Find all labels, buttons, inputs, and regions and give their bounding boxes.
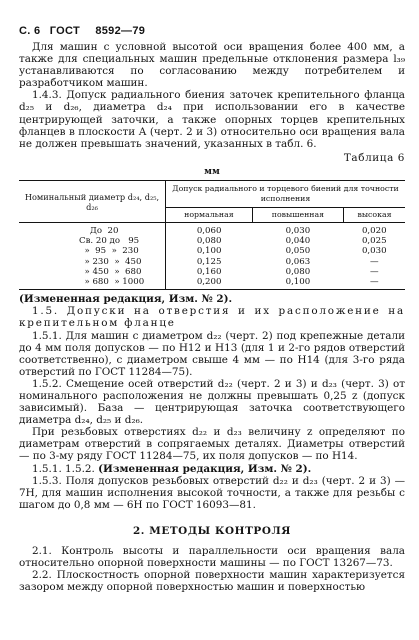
table-cell: 0,040 <box>285 236 311 247</box>
table-row <box>19 236 405 246</box>
table-row <box>19 277 405 290</box>
page-number: С. 6 <box>19 25 41 37</box>
paragraph-1-5-2: 1.5.2. Смещение осей отверстий d₂₂ (черт. 2 и 3) и d₂₃ (черт. 3) от номинального расположения не должны превышать 0,25 z (допуск зависимый). База — центрирующая заточка соответствующего диаметра d₂₄, d₂₅ и d₂₆. <box>19 377 405 427</box>
page-header <box>19 25 151 37</box>
paragraph-1-5: 1.5. Допуски на отверстия и их расположение на крепительном фланце <box>19 305 405 330</box>
paragraph-amendment-2 <box>19 463 405 475</box>
table-cell: 0,160 <box>196 266 222 277</box>
table-header-normal: нормальная <box>166 208 253 223</box>
table-cell: 0,050 <box>285 246 311 257</box>
paragraph-1-5-3: 1.5.3. Поля допусков резьбовых отверстий d₂₂ и d₂₃ (черт. 2 и 3) — 7Н, для машин исполнения высокой точности, а также для резьбы с шагом до 0,8 мм — 6Н по ГОСТ 16093—81. <box>19 474 405 511</box>
amendment-note-2: (Измененная редакция, Изм. № 2). <box>98 462 312 475</box>
table-header-increased: повышенная <box>252 208 343 223</box>
section-heading: 2. МЕТОДЫ КОНТРОЛЯ <box>132 524 292 537</box>
paragraph-2-2: 2.2. Плоскостность опорной поверхности машин характеризуется зазором между опорной поверхностью машин и поверхностью <box>19 569 405 594</box>
standard-number: 8592—79 <box>95 25 146 37</box>
table-row <box>19 246 405 256</box>
paragraph-intro: Для машин с условной высотой оси вращения более 400 мм, а также для специальных машин предельные отклонения размера l₃₉ устанавливаются по согласованию между потребителем и разработчиком машин. <box>19 41 405 90</box>
table-row <box>19 223 405 237</box>
paragraph-2-1: 2.1. Контроль высоты и параллельности оси вращения вала относительно опорной поверхности машины — по ГОСТ 13267—73. <box>19 545 405 570</box>
amendment-note: (Измененная редакция, Изм. № 2). <box>19 293 233 306</box>
table-cell: — <box>344 277 405 290</box>
table-header-diameter: Номинальный диаметр d₂₄, d₂₅, d₂₆ <box>19 181 166 223</box>
table-cell-range: » 450 » 680 <box>19 267 166 277</box>
table-cell: 0,080 <box>196 236 222 247</box>
amendment-ref: 1.5.1. 1.5.2. <box>32 462 95 475</box>
table-row <box>19 257 405 267</box>
table-cell: 0,200 <box>166 277 253 290</box>
table-cell: 0,020 <box>361 226 387 237</box>
table-cell: 0,025 <box>361 236 387 247</box>
paragraph-1-5-2-threads: При резьбовых отверстиях d₂₂ и d₂₃ величину z определяют по диаметрам отверстий в сопрягаемых деталях. Диаметры отверстий — по 3-му ряду ГОСТ 11284—75, их поля допусков — по Н14. <box>19 426 405 463</box>
table-cell: — <box>369 256 379 267</box>
table-cell-range: » 680 » 1000 <box>19 277 166 290</box>
table-cell: 0,080 <box>285 266 311 277</box>
document-body <box>19 41 405 593</box>
table-header-group: Допуск радиального и торцевого биений для точности исполнения <box>166 181 406 208</box>
table-cell-range: » 230 » 450 <box>19 257 166 267</box>
table-unit: мм <box>204 166 220 177</box>
table-cell: 0,030 <box>361 246 387 257</box>
table-caption: Таблица 6 <box>343 151 405 164</box>
table-cell: 0,100 <box>252 277 343 290</box>
table-cell: 0,125 <box>196 256 222 267</box>
table-cell-range: До 20 <box>19 223 166 237</box>
table-cell: 0,060 <box>196 226 222 237</box>
paragraph-1-5-1: 1.5.1. Для машин с диаметром d₂₂ (черт. 2) под крепежные детали до 4 мм поля допусков — по Н12 и Н13 (для 1 и 2-го рядов отверстий соответственно), с диаметром свыше 4 мм — по Н14 (для 3-го ряда отверстий по ГОСТ 11284—75). <box>19 329 405 378</box>
table-cell-range: » 95 » 230 <box>19 246 166 256</box>
table-header-high: высокая <box>344 208 405 223</box>
table-cell: — <box>369 266 379 277</box>
paragraph-1-4-3: 1.4.3. Допуск радиального биения заточек крепительного фланца d₂₅ и d₂₆, диаметра d₂₄ при использовании его в качестве центрирующей заточки, а также опорных торцев крепительных фланцев в плоскости А (черт. 2 и 3) относительно оси вращения вала не должен превышать значений, указанных в табл. 6. <box>19 89 405 150</box>
table-row <box>19 267 405 277</box>
standard-label: ГОСТ <box>49 25 80 37</box>
table-cell: 0,030 <box>285 226 311 237</box>
table-cell: 0,063 <box>285 256 311 267</box>
table-cell: 0,100 <box>196 246 222 257</box>
table-cell-range: Св. 20 до 95 <box>19 236 166 246</box>
tolerance-table <box>19 180 405 290</box>
